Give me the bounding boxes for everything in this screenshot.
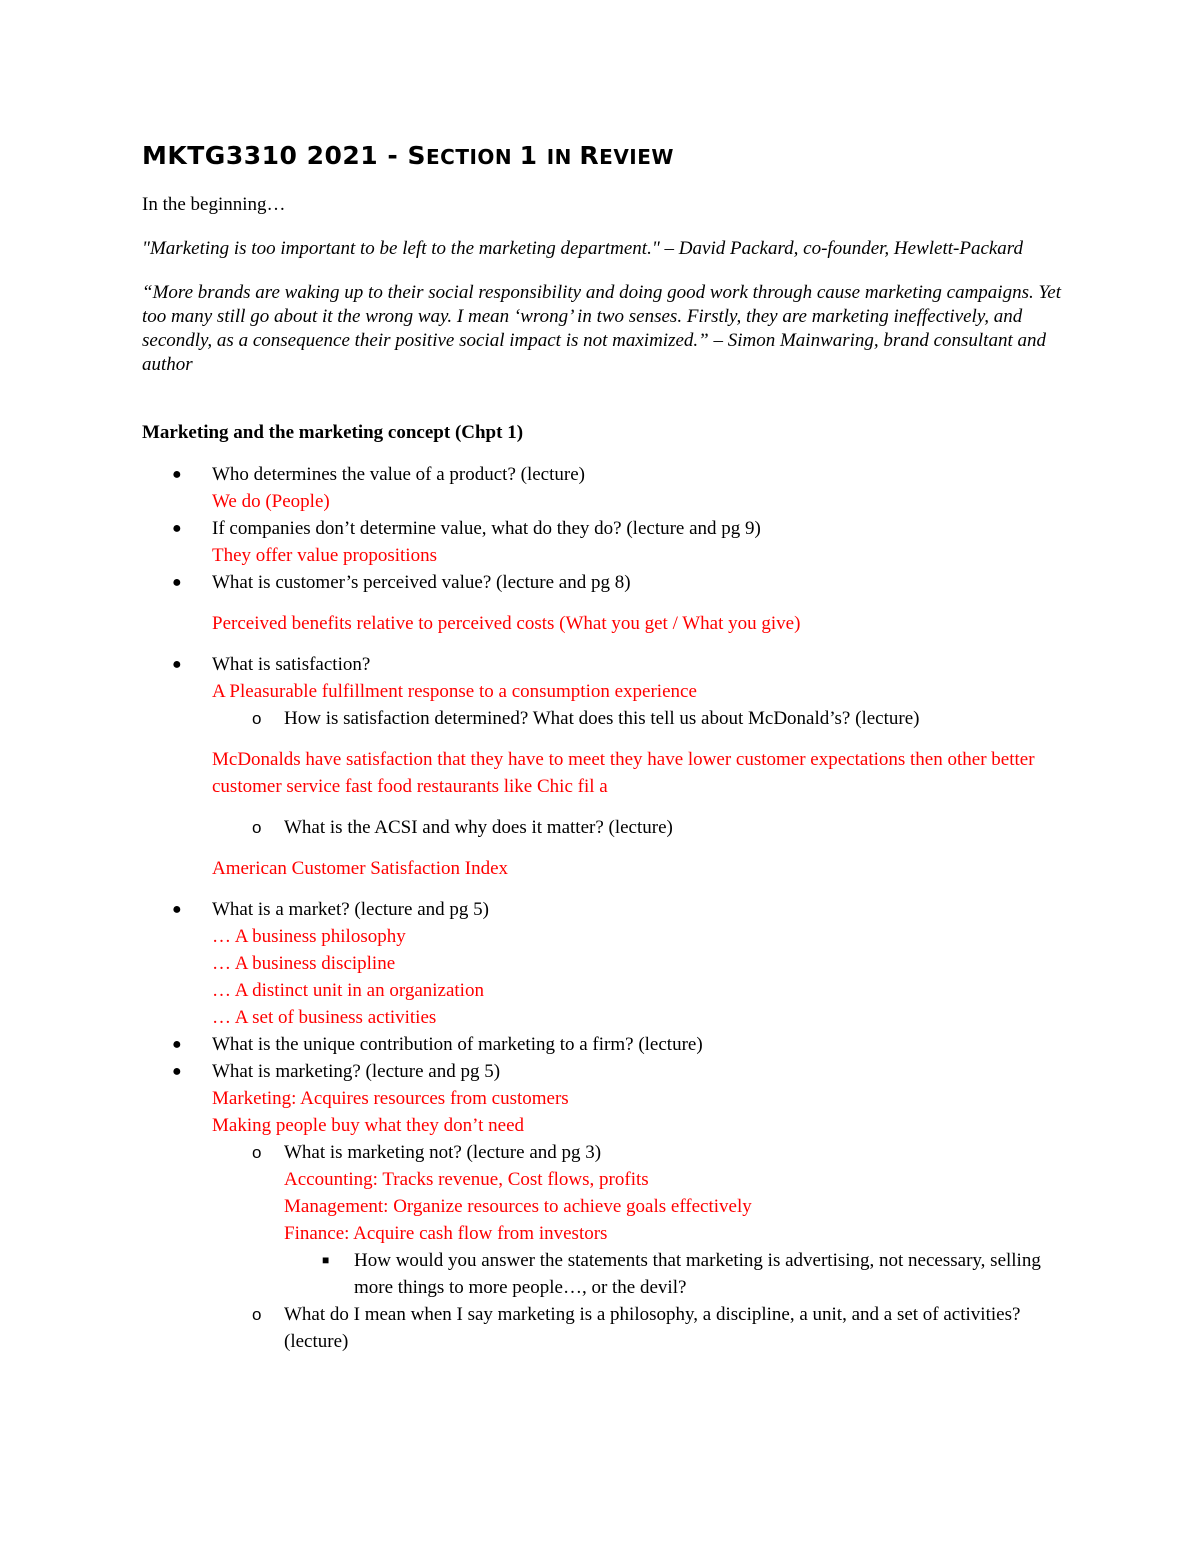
answer-text: … A business philosophy [212,925,406,947]
sub-question-text: What is marketing not? (lecture and pg 3) [284,1141,602,1163]
answer-text: Marketing: Acquires resources from customers [212,1087,569,1109]
sub-list-item [212,705,1062,814]
answer-text: … A distinct unit in an organization [212,979,484,1001]
answer-text: We do (People) [212,490,330,512]
answer-text: Perceived benefits relative to perceived costs (What you get / What you give) [212,612,801,634]
bullet-dot-icon: ● [172,465,182,483]
list-item [142,896,1062,1031]
bullet-circle-icon: o [252,817,262,837]
title-part: ECTION [425,145,520,169]
title-part: 1 [519,141,547,170]
list-item [142,651,1062,896]
sub-question-list [212,1139,1062,1355]
title-part: MKTG3310 2021 - S [142,141,426,170]
question-list [142,461,1062,1355]
bullet-dot-icon: ● [172,900,182,918]
list-item [142,1058,1062,1355]
bullet-circle-icon: o [252,708,262,728]
document-title [142,140,1062,173]
sub-sub-question-text: How would you answer the statements that marketing is advertising, not necessary, selling more things to more people…, or the devil? [354,1249,1041,1298]
bullet-circle-icon: o [252,1304,262,1324]
question-text: Who determines the value of a product? (lecture) [212,463,585,485]
question-text: What is customer’s perceived value? (lecture and pg 8) [212,571,631,593]
answer-text: McDonalds have satisfaction that they have to meet they have lower customer expectations then other better customer service fast food restaurants like Chic fil a [212,748,1035,797]
list-item [142,461,1062,515]
title-part: IN [546,145,580,169]
title-part: EVIEW [599,145,674,169]
sub-list-item [212,814,1062,896]
quote-packard: "Marketing is too important to be left to the marketing department." – David Packard, co-founder, Hewlett-Packard [142,237,1023,259]
sub-question-text: What is the ACSI and why does it matter? (lecture) [284,816,673,838]
question-text: If companies don’t determine value, what do they do? (lecture and pg 9) [212,517,761,539]
question-text: What is marketing? (lecture and pg 5) [212,1060,501,1082]
sub-list-item [212,1301,1062,1355]
sub-sub-list-item [284,1247,1062,1301]
bullet-dot-icon: ● [172,1035,182,1053]
sub-question-text: What do I mean when I say marketing is a philosophy, a discipline, a unit, and a set of activities? (lecture) [284,1303,1021,1352]
answer-text: … A business discipline [212,952,396,974]
quote-mainwaring: “More brands are waking up to their social responsibility and doing good work through cause marketing campaigns. Yet too many still go about it the wrong way. I mean ‘wrong’ in two senses. Firstly, they are marketing ineffectively, and secondly, as a consequence their positive social impact is not maximized.” – Simon Mainwaring, brand consultant and author [142,281,1062,375]
bullet-dot-icon: ● [172,1062,182,1080]
list-item [142,515,1062,569]
bullet-dot-icon: ● [172,573,182,591]
answer-text: Management: Organize resources to achieve goals effectively [284,1195,752,1217]
document-page [142,140,1062,1355]
answer-text: Finance: Acquire cash flow from investors [284,1222,608,1244]
list-item [142,569,1062,651]
bullet-dot-icon: ● [172,655,182,673]
section-heading: Marketing and the marketing concept (Chpt 1) [142,421,524,443]
bullet-circle-icon: o [252,1142,262,1162]
answer-text: … A set of business activities [212,1006,437,1028]
bullet-square-icon: ■ [322,1252,330,1267]
sub-sub-question-list [284,1247,1062,1301]
answer-text: Making people buy what they don’t need [212,1114,525,1136]
bullet-dot-icon: ● [172,519,182,537]
question-text: What is a market? (lecture and pg 5) [212,898,489,920]
question-text: What is satisfaction? [212,653,371,675]
sub-list-item [212,1139,1062,1301]
question-text: What is the unique contribution of marketing to a firm? (lecture) [212,1033,703,1055]
answer-text: Accounting: Tracks revenue, Cost flows, profits [284,1168,649,1190]
sub-question-list [212,705,1062,896]
list-item [142,1031,1062,1058]
sub-question-text: How is satisfaction determined? What does this tell us about McDonald’s? (lecture) [284,707,920,729]
answer-text: A Pleasurable fulfillment response to a consumption experience [212,680,697,702]
title-part: R [579,141,600,170]
answer-text: American Customer Satisfaction Index [212,857,509,879]
intro-text: In the beginning… [142,193,286,215]
answer-text: They offer value propositions [212,544,437,566]
